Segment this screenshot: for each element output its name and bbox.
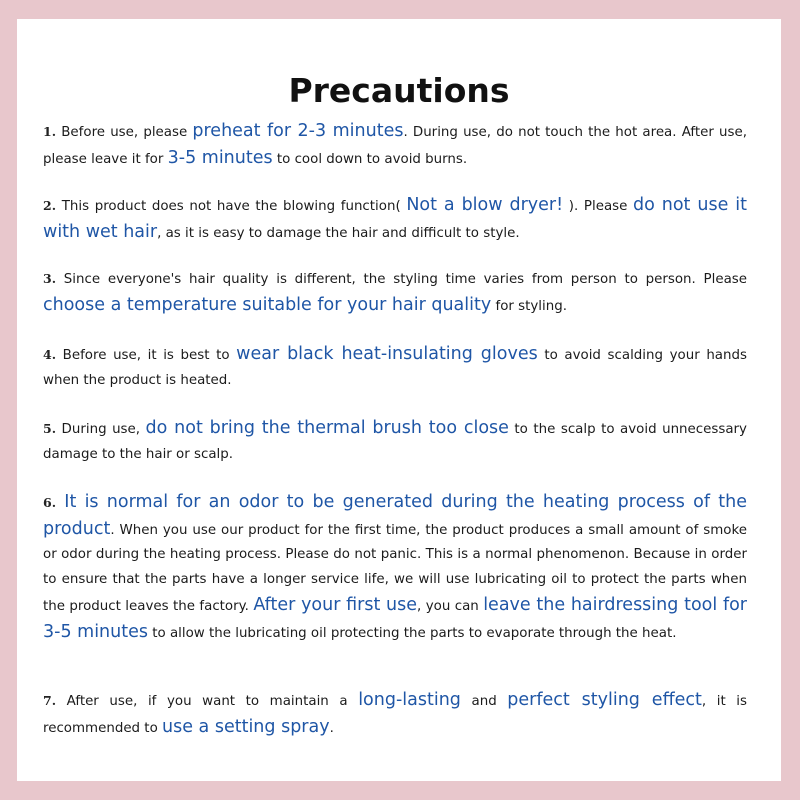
body-text: to avoid scalding your hands when the product is heated. bbox=[43, 348, 747, 388]
item-number: 5. bbox=[43, 421, 57, 436]
precaution-item-2 bbox=[43, 193, 747, 246]
body-text: ). Please bbox=[563, 199, 633, 214]
body-text: This product does not have the blowing function( bbox=[56, 199, 407, 214]
highlighted-text: 3-5 minutes bbox=[167, 147, 273, 168]
precaution-item-6 bbox=[43, 490, 747, 646]
precaution-item-5 bbox=[43, 416, 747, 467]
body-text: During use, bbox=[56, 422, 146, 437]
highlighted-text: It is normal for an odor to be generated during the heating process of the product bbox=[43, 492, 747, 539]
highlighted-text: wear black heat-insulating gloves bbox=[236, 344, 538, 364]
body-text: Before use, it is best to bbox=[56, 348, 237, 363]
item-number: 6. bbox=[43, 495, 57, 510]
highlighted-text: long-lasting bbox=[358, 690, 461, 710]
body-text: for styling. bbox=[491, 298, 567, 314]
highlighted-text: use a setting spray bbox=[162, 716, 330, 737]
precaution-item-7 bbox=[43, 688, 747, 741]
highlighted-text: leave the hairdressing tool for 3-5 minutes bbox=[43, 594, 748, 642]
body-text: to allow the lubricating oil protecting the parts to evaporate through the heat. bbox=[147, 625, 677, 641]
body-text: . When you use our product for the first time, the product produces a small amount of smoke or odor during the heating process. Please do not panic. This is a normal phenomenon. Because in order to ensure that the parts have a longer service life, we will use lubricating oil to protect the parts when the product leaves the factory. bbox=[43, 522, 747, 614]
page-title: Precautions bbox=[288, 71, 510, 110]
item-number: 2. bbox=[43, 198, 57, 213]
body-text: , it is recommended to bbox=[43, 694, 747, 736]
highlighted-text: preheat for 2-3 minutes bbox=[192, 121, 404, 141]
body-text: and bbox=[460, 694, 508, 709]
item-number: 1. bbox=[43, 124, 57, 139]
item-number: 7. bbox=[43, 693, 57, 708]
body-text: . bbox=[329, 720, 334, 736]
body-text: Before use, please bbox=[56, 125, 193, 140]
highlighted-text: perfect styling effect bbox=[507, 690, 702, 710]
body-text: . During use, do not touch the hot area. After use, please leave it for bbox=[43, 125, 747, 167]
body-text: , as it is easy to damage the hair and difficult to style. bbox=[157, 225, 520, 241]
highlighted-text: do not use it with wet hair bbox=[43, 195, 747, 242]
highlighted-text: After your first use bbox=[253, 594, 418, 615]
body-text: to the scalp to avoid unnecessary damage to the hair or scalp. bbox=[43, 422, 747, 462]
precaution-item-1 bbox=[43, 119, 747, 172]
precaution-item-4 bbox=[43, 342, 747, 393]
item-number: 4. bbox=[43, 347, 57, 362]
precaution-item-3 bbox=[43, 267, 747, 319]
item-number: 3. bbox=[43, 271, 57, 286]
body-text: to cool down to avoid burns. bbox=[272, 151, 468, 167]
highlighted-text: Not a blow dryer! bbox=[406, 195, 564, 215]
precautions-card bbox=[17, 19, 781, 781]
body-text: After use, if you want to maintain a bbox=[56, 694, 359, 709]
highlighted-text: choose a temperature suitable for your hair quality bbox=[43, 294, 492, 315]
body-text: , you can bbox=[417, 598, 484, 614]
body-text: Since everyone's hair quality is different, the styling time varies from person to person. Please bbox=[56, 272, 747, 287]
highlighted-text: do not bring the thermal brush too close bbox=[145, 418, 509, 438]
